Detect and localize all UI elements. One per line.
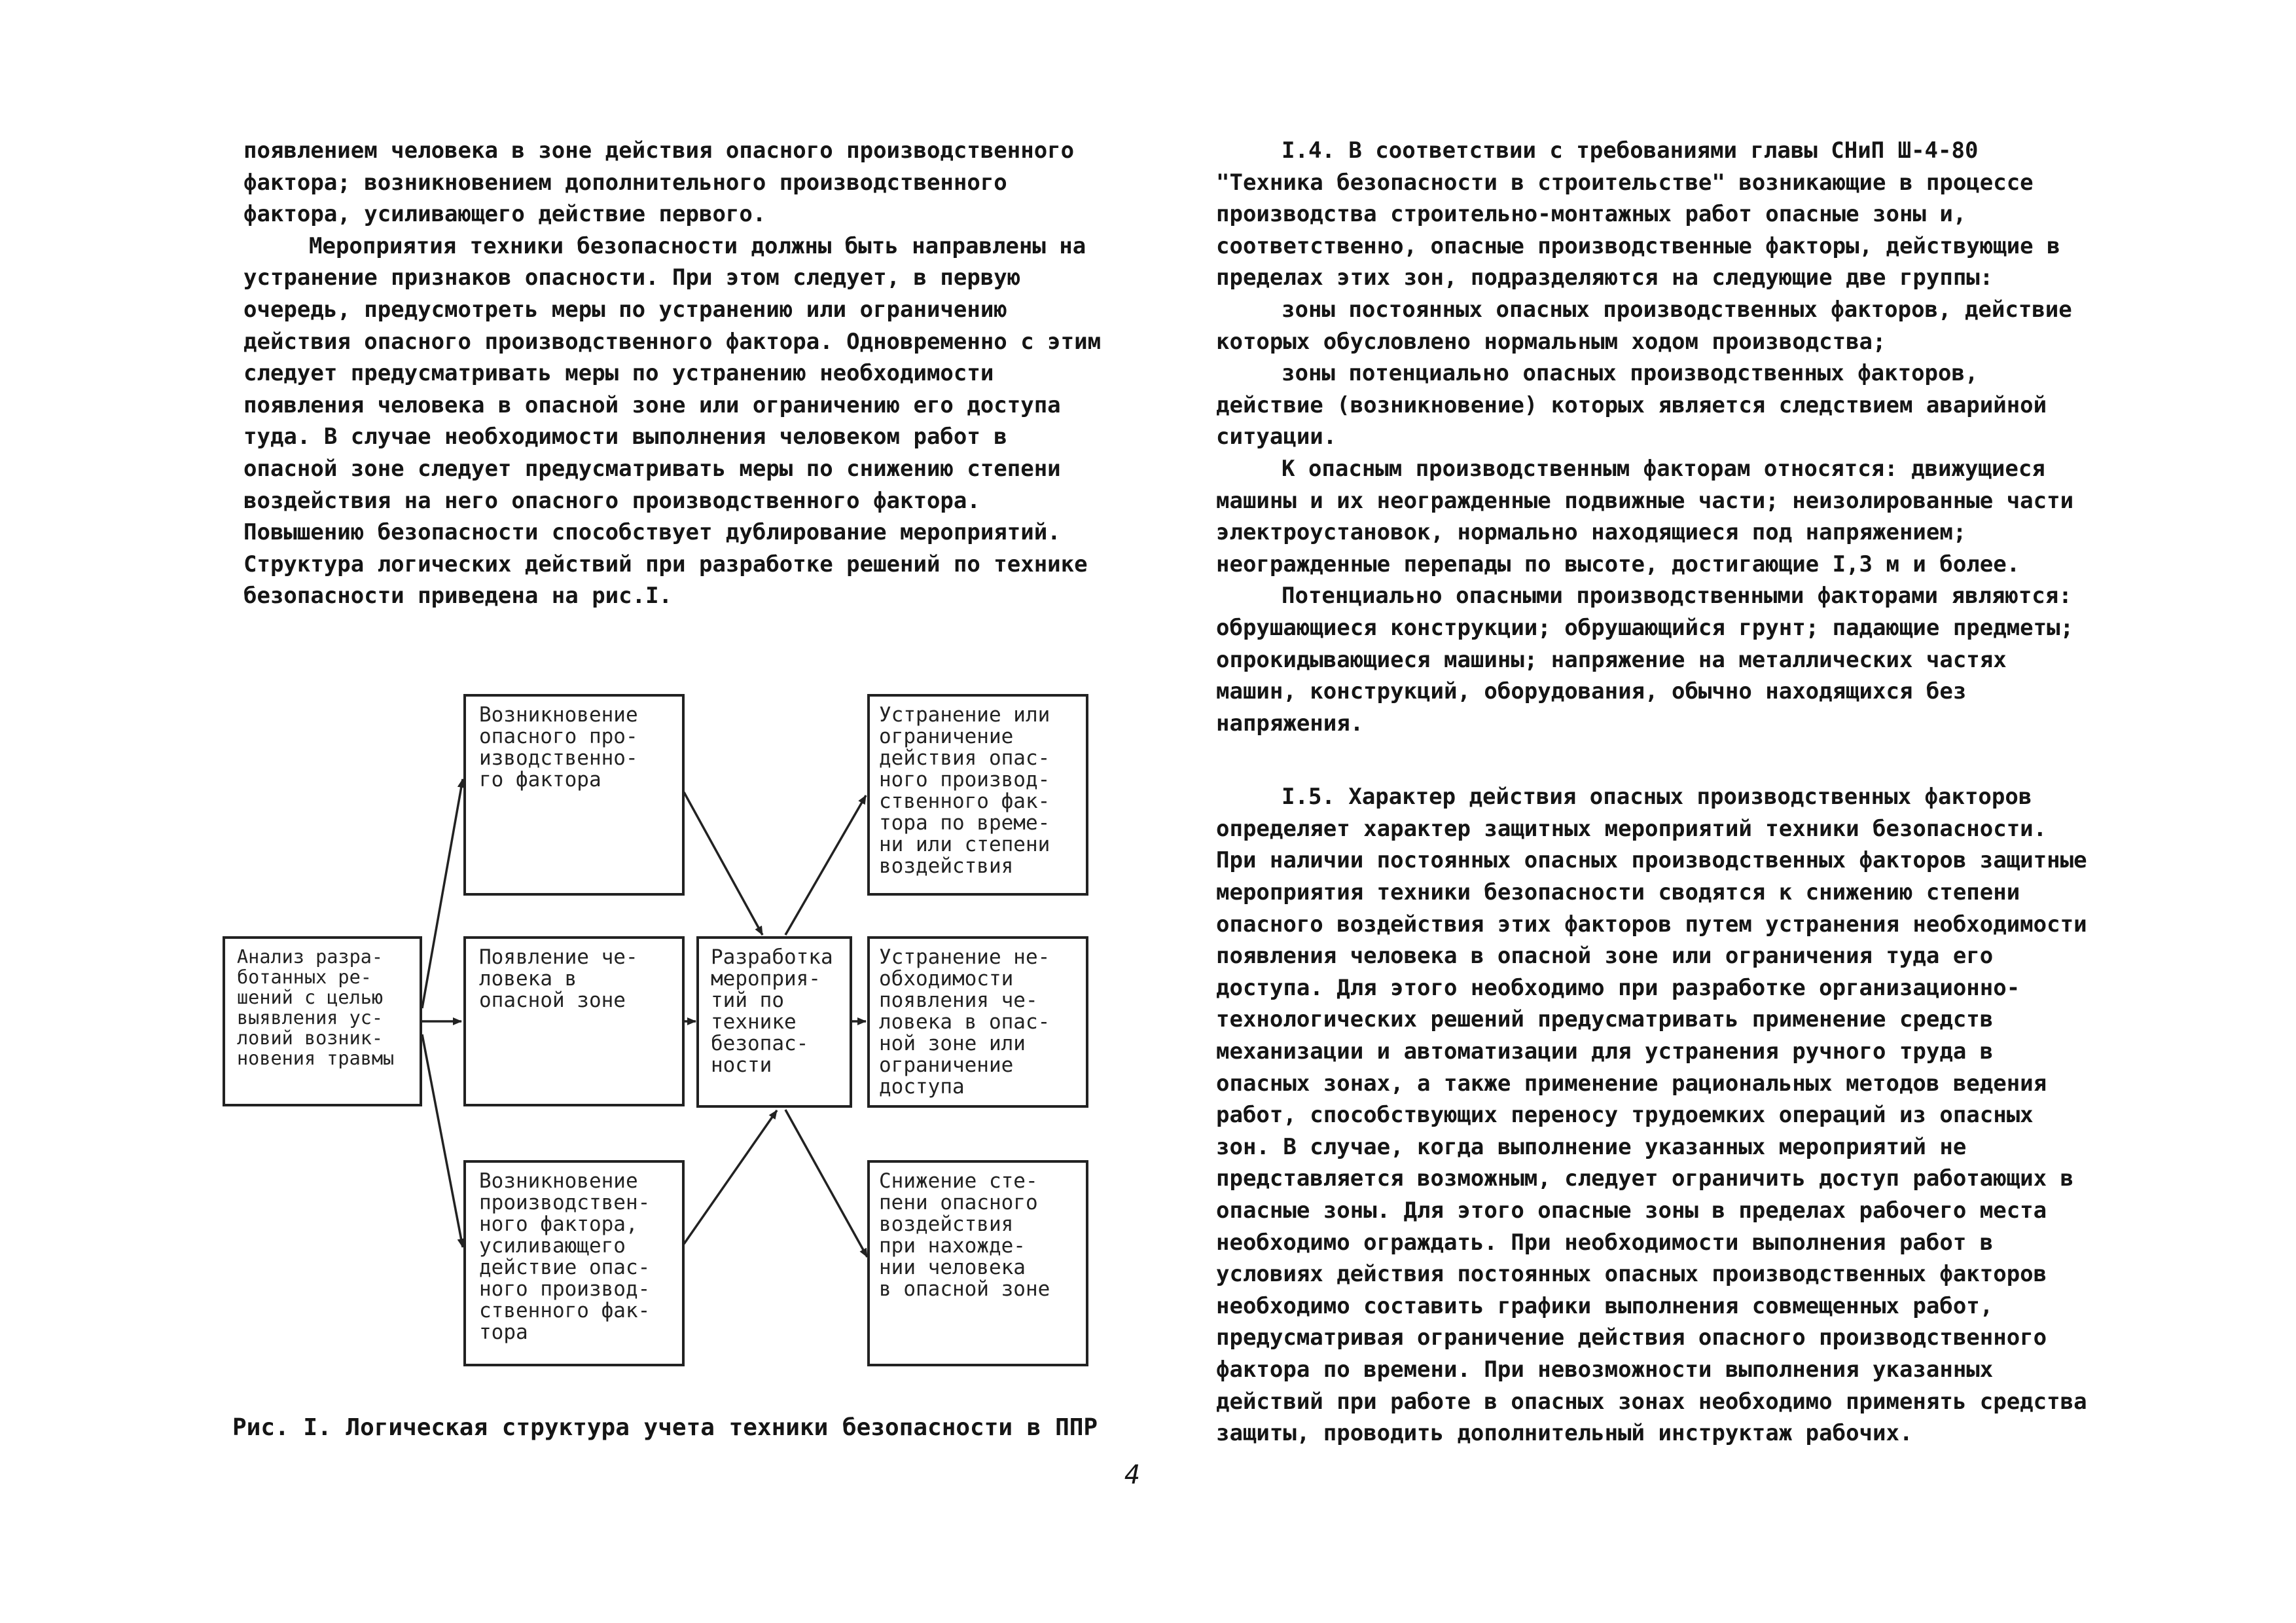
box-elimination-need: Устранение не- обходимости появления че- ловека в опас- ной зоне или ограничение доступа — [867, 936, 1088, 1108]
arrow-analysis-to-additional — [422, 1034, 463, 1247]
arrow-hazard-to-development — [684, 792, 762, 935]
box-reduction: Снижение сте- пени опасного воздействия при нахожде- нии человека в опасной зоне — [867, 1160, 1088, 1366]
right-text-column — [1216, 135, 2093, 1450]
box-development: Разработка мероприя- тий по технике безопас- ности — [696, 936, 852, 1108]
arrow-additional-to-development — [684, 1110, 777, 1244]
paragraph: Потенциально опасными производственными факторами являются: обрушающиеся конструкции; обрушающийся грунт; падающие предметы; опрокидывающиеся машины; напряжение на металлических частях машин, конструкций, оборудования, обычно находящихся без напряжения. — [1216, 583, 2074, 737]
figure-caption: Рис. I. Логическая структура учета техники безопасности в ППР — [232, 1414, 1098, 1441]
arrow-development-to-reduction — [785, 1110, 867, 1257]
paragraph: зоны потенциально опасных производственных факторов, действие (возникновение) которых является следствием аварийной ситуации. — [1216, 360, 2047, 450]
paragraph: I.4. В соответствии с требованиями главы СНиП Ш-4-80 "Техника безопасности в строительстве" возникающие в процессе производства строительно-монтажных работ опасные зоны и, соответственно, опасные производственные факторы, действующие в пределах этих зон, подразделяются на следующие две группы: — [1216, 137, 2060, 291]
logic-structure-diagram — [223, 694, 1100, 1375]
paragraph: Мероприятия техники безопасности должны быть направлены на устранение признаков опасности. При этом следует, в первую очередь, предусмотреть меры по устранению или ограничению действия опасного производственного фактора. Одновременно с этим следует предусматривать меры по устранению необходимости появления человека в опасной зоне или ограничению его доступа туда. В случае необходимости выполнения человеком работ в опасной зоне следует предусматривать меры по снижению степени воздействия на него опасного производственного фактора. Повышению безопасности способствует дублирование мероприятий. Структура логических действий при разработке решений по технике безопасности приведена на рис.I. — [243, 232, 1102, 610]
page-number: 4 — [1124, 1460, 1141, 1490]
paragraph: зоны постоянных опасных производственных факторов, действие которых обусловлено нормальным ходом производства; — [1216, 296, 2072, 355]
box-person-appearance: Появление че- ловека в опасной зоне — [463, 936, 685, 1106]
paragraph: появлением человека в зоне действия опасного производственного фактора; возникновением дополнительного производственного фактора, усиливающего действие первого. — [243, 137, 1075, 228]
paragraph: I.5. Характер действия опасных производственных факторов определяет характер защитных мероприятий техники безопасности. При наличии постоянных опасных производственных факторов защитные мероприятия техники безопасности сводятся к снижению степени опасного воздействия этих факторов путем устранения необходимости появления человека в опасной зоне или ограничения туда его доступа. Для этого необходимо при разработке организационно-технологических решений предусматривать применение средств механизации и автоматизации для устранения ручного труда в опасных зонах, а также применение рациональных методов ведения работ, способствующих переносу трудоемких операций из опасных зон. В случае, когда выполнение указанных мероприятий не представляется возможным, следует ограничить доступ работающих в опасные зоны. Для этого опасные зоны в пределах рабочего места необходимо ограждать. При необходимости выполнения работ в условиях действия постоянных опасных производственных факторов необходимо составить графики выполнения совмещенных работ, предусматривая ограничение действия опасного производственного фактора по времени. При невозможности выполнения указанных действий при работе в опасных зонах необходимо применять средства защиты, проводить дополнительный инструктаж рабочих. — [1216, 784, 2087, 1447]
left-text-column — [243, 135, 1114, 612]
arrow-development-to-elimination — [785, 795, 866, 935]
box-additional-factor: Возникновение производствен- ного фактора, усиливающего действие опас- ного производ- ственного фак- тора — [463, 1160, 685, 1366]
box-elimination-factor: Устранение или ограничение действия опас- ного производ- ственного фак- тора по време- ни или степени воздействия — [867, 694, 1088, 896]
box-hazard-occurrence: Возникновение опасного про- изводственно- го фактора — [463, 694, 685, 896]
paragraph: К опасным производственным факторам относятся: движущиеся машины и их неогражденные подвижные части; неизолированные части электроустановок, нормально находящиеся под напряжением; неогражденные перепады по высоте, достигающие I,3 м и более. — [1216, 455, 2074, 577]
arrow-analysis-to-hazard — [422, 779, 463, 1008]
box-analysis: Анализ разра- ботанных ре- шений с целью выявления ус- ловий возник- новения травмы — [223, 936, 422, 1106]
